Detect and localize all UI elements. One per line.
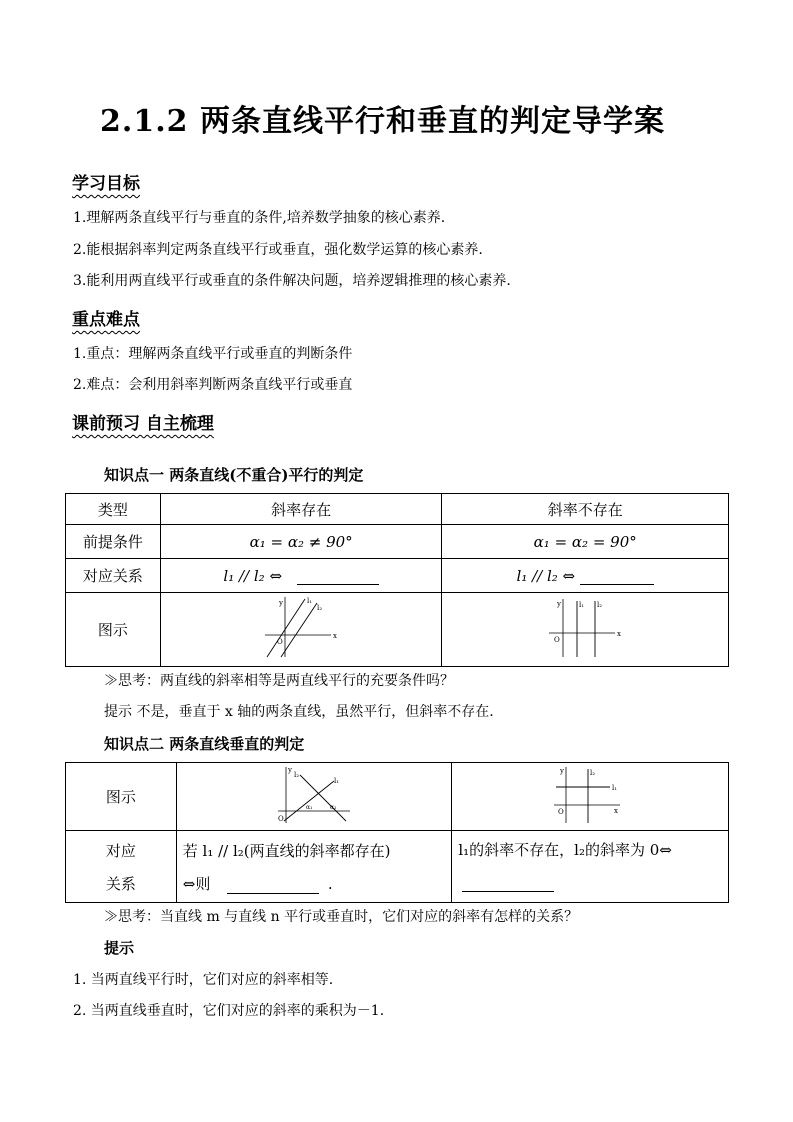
relation-slope-not-exists (442, 559, 729, 593)
figure-slope-exists (160, 593, 442, 667)
fig4-l1-label: l₁ (612, 783, 618, 792)
premise-label: 前提条件 (66, 525, 161, 559)
answer-blank-3[interactable] (227, 879, 319, 894)
fig3-alpha1-label: α₁ (306, 803, 313, 811)
kp2-title: 知识点二 两条直线垂直的判定 (104, 735, 305, 753)
kp2-hint-1: 1. 当两直线平行时，它们对应的斜率相等. (73, 972, 334, 988)
fig1-l2-label: l₂ (317, 603, 323, 612)
fig1-y-label: y (279, 598, 284, 607)
goal-item-1: 1.理解两条直线平行与垂直的条件,培养数学抽象的核心素养. (73, 210, 446, 226)
fig3-origin-label: O (278, 814, 284, 823)
fig4-y-label: y (560, 766, 565, 775)
fig4-origin-label: O (558, 807, 564, 816)
fig2-x-label: x (617, 629, 622, 638)
goals-heading: 学习目标 (72, 174, 140, 194)
fig3-y-label: y (288, 765, 293, 774)
kp2-figure-slopes-exist (176, 763, 452, 831)
perpendicular-slant-lines-figure (274, 765, 354, 825)
perpendicular-table (65, 762, 729, 903)
kp2-relation-vertical (452, 831, 729, 903)
kp2-hint-label: 提示 (104, 939, 135, 957)
fig4-x-label: x (614, 806, 619, 815)
header-slope-exists: 斜率存在 (160, 494, 442, 525)
fig2-origin-label: O (554, 635, 560, 644)
figure-slope-not-exists (442, 593, 729, 667)
premise-slope-exists: α₁ = α₂ ≠ 90° (160, 525, 442, 559)
fig3-l1-label: l₁ (334, 776, 340, 785)
fig3-l2-label: l₂ (294, 770, 300, 779)
kp2-relation-label (66, 831, 177, 903)
kp2-relation-then-text: ⇔则 (182, 874, 211, 893)
figure-label: 图示 (66, 593, 161, 667)
kp2-think: ≫思考：当直线 m 与直线 n 平行或垂直时，它们对应的斜率有怎样的关系？ (104, 909, 579, 925)
fig4-l2-label: l₂ (590, 768, 596, 777)
answer-blank-4[interactable] (462, 877, 554, 892)
header-type: 类型 (66, 494, 161, 525)
page-title: 2.1.2 两条直线平行和垂直的判定导学案 (100, 104, 665, 139)
fig2-y-label: y (557, 599, 562, 608)
kp1-hint: 提示 不是，垂直于 x 轴的两条直线，虽然平行，但斜率不存在. (104, 704, 494, 720)
kp2-relation-then (183, 873, 452, 894)
goal-item-3: 3.能利用两直线平行或垂直的条件解决问题，培养逻辑推理的核心素养. (73, 273, 511, 289)
keypoint-item-2: 2.难点：会利用斜率判断两条直线平行或垂直 (73, 377, 353, 393)
answer-blank-2[interactable] (580, 570, 654, 585)
kp2-relation-label-line2: 关系 (105, 874, 136, 893)
fig1-origin-label: O (277, 637, 283, 646)
kp2-figure-label: 图示 (66, 763, 177, 831)
header-slope-not-exists: 斜率不存在 (442, 494, 729, 525)
kp2-relation-slopes-exist (176, 831, 452, 903)
relation-slope-exists (160, 559, 442, 593)
kp2-hint-2: 2. 当两直线垂直时，它们对应的斜率的乘积为－1. (73, 1003, 385, 1019)
answer-blank-1[interactable] (297, 570, 379, 585)
fig1-x-label: x (333, 631, 338, 640)
kp2-relation-vertical-text: l₁的斜率不存在，l₂的斜率为 0⇔ (458, 841, 672, 859)
kp1-title: 知识点一 两条直线(不重合)平行的判定 (104, 466, 364, 484)
kp2-relation-cond: 若 l₁ // l₂(两直线的斜率都存在) (182, 841, 391, 860)
fig1-l1-label: l₁ (307, 596, 313, 605)
fig2-l1-label: l₁ (579, 600, 585, 609)
keypoints-heading: 重点难点 (72, 310, 140, 330)
fig3-alpha2-label: α₂ (330, 803, 337, 811)
preview-heading: 课前预习 自主梳理 (72, 414, 214, 434)
parallel-vertical-lines-figure (545, 595, 625, 661)
parallel-table (65, 493, 729, 667)
keypoint-item-1: 1.重点：理解两条直线平行或垂直的判断条件 (73, 346, 353, 362)
fig2-l2-label: l₂ (597, 600, 603, 609)
perpendicular-axis-lines-figure (550, 765, 630, 825)
goal-item-2: 2.能根据斜率判定两条直线平行或垂直，强化数学运算的核心素养. (73, 242, 483, 258)
premise-slope-not-exists: α₁ = α₂ = 90° (442, 525, 729, 559)
kp2-relation-label-line1: 对应 (105, 841, 136, 860)
parallel-slant-lines-figure (261, 595, 341, 661)
relation-formula-2: l₁ // l₂ ⇔ (516, 566, 576, 585)
relation-formula-1: l₁ // l₂ ⇔ (223, 566, 283, 585)
kp2-relation-end: . (327, 874, 333, 893)
relation-label: 对应关系 (66, 559, 161, 593)
kp2-figure-vertical (452, 763, 729, 831)
kp1-think: ≫思考：两直线的斜率相等是两直线平行的充要条件吗？ (104, 673, 454, 689)
